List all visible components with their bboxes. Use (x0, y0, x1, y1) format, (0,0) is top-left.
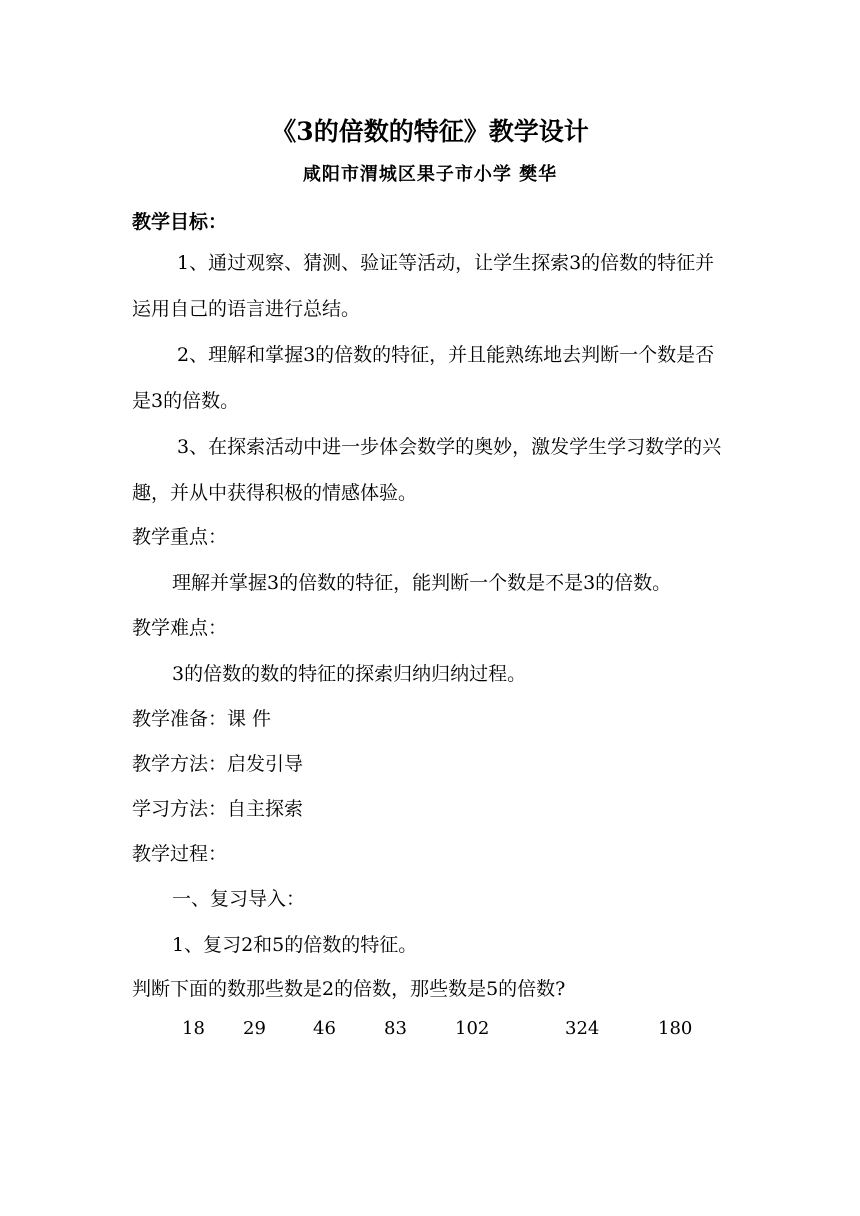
number-item: 102 (455, 1018, 490, 1039)
goals-heading: 教学目标： (132, 211, 228, 233)
question-line: 判断下面的数那些数是2的倍数，那些数是5的倍数? (132, 978, 566, 1000)
difficulty-heading: 教学难点： (132, 617, 228, 639)
number-item: 18 (182, 1018, 205, 1039)
number-item: 180 (658, 1018, 693, 1039)
goal-paragraph: 2、理解和掌握3的倍数的特征，并且能熟练地去判断一个数是否是3的倍数。 (132, 344, 715, 412)
goal-paragraph: 1、通过观察、猜测、验证等活动，让学生探索3的倍数的特征并运用自己的语言进行总结。 (132, 252, 715, 320)
key-point-text: 理解并掌握3的倍数的特征，能判断一个数是不是3的倍数。 (172, 572, 672, 594)
key-point-heading: 教学重点： (132, 526, 228, 548)
number-item: 83 (384, 1018, 407, 1039)
number-list (0, 1018, 860, 1048)
section-heading: 一、复习导入： (172, 888, 306, 910)
process-heading: 教学过程： (132, 843, 228, 865)
learning-method-line: 学习方法：自主探索 (132, 798, 304, 820)
difficulty-text: 3的倍数的数的特征的探索归纳归纳过程。 (172, 663, 527, 685)
number-item: 29 (243, 1018, 266, 1039)
goal-paragraph: 3、在探索活动中进一步体会数学的奥妙，激发学生学习数学的兴趣，并从中获得积极的情感体验。 (132, 436, 722, 504)
number-item: 46 (313, 1018, 336, 1039)
teaching-method-line: 教学方法：启发引导 (132, 753, 304, 775)
number-item: 324 (565, 1018, 600, 1039)
document-title: 《3的倍数的特征》教学设计 (271, 117, 589, 146)
author-line: 咸阳市渭城区果子市小学 樊华 (302, 164, 558, 185)
step-line: 1、复习2和5的倍数的特征。 (172, 934, 418, 956)
preparation-line: 教学准备：课 件 (132, 708, 272, 730)
